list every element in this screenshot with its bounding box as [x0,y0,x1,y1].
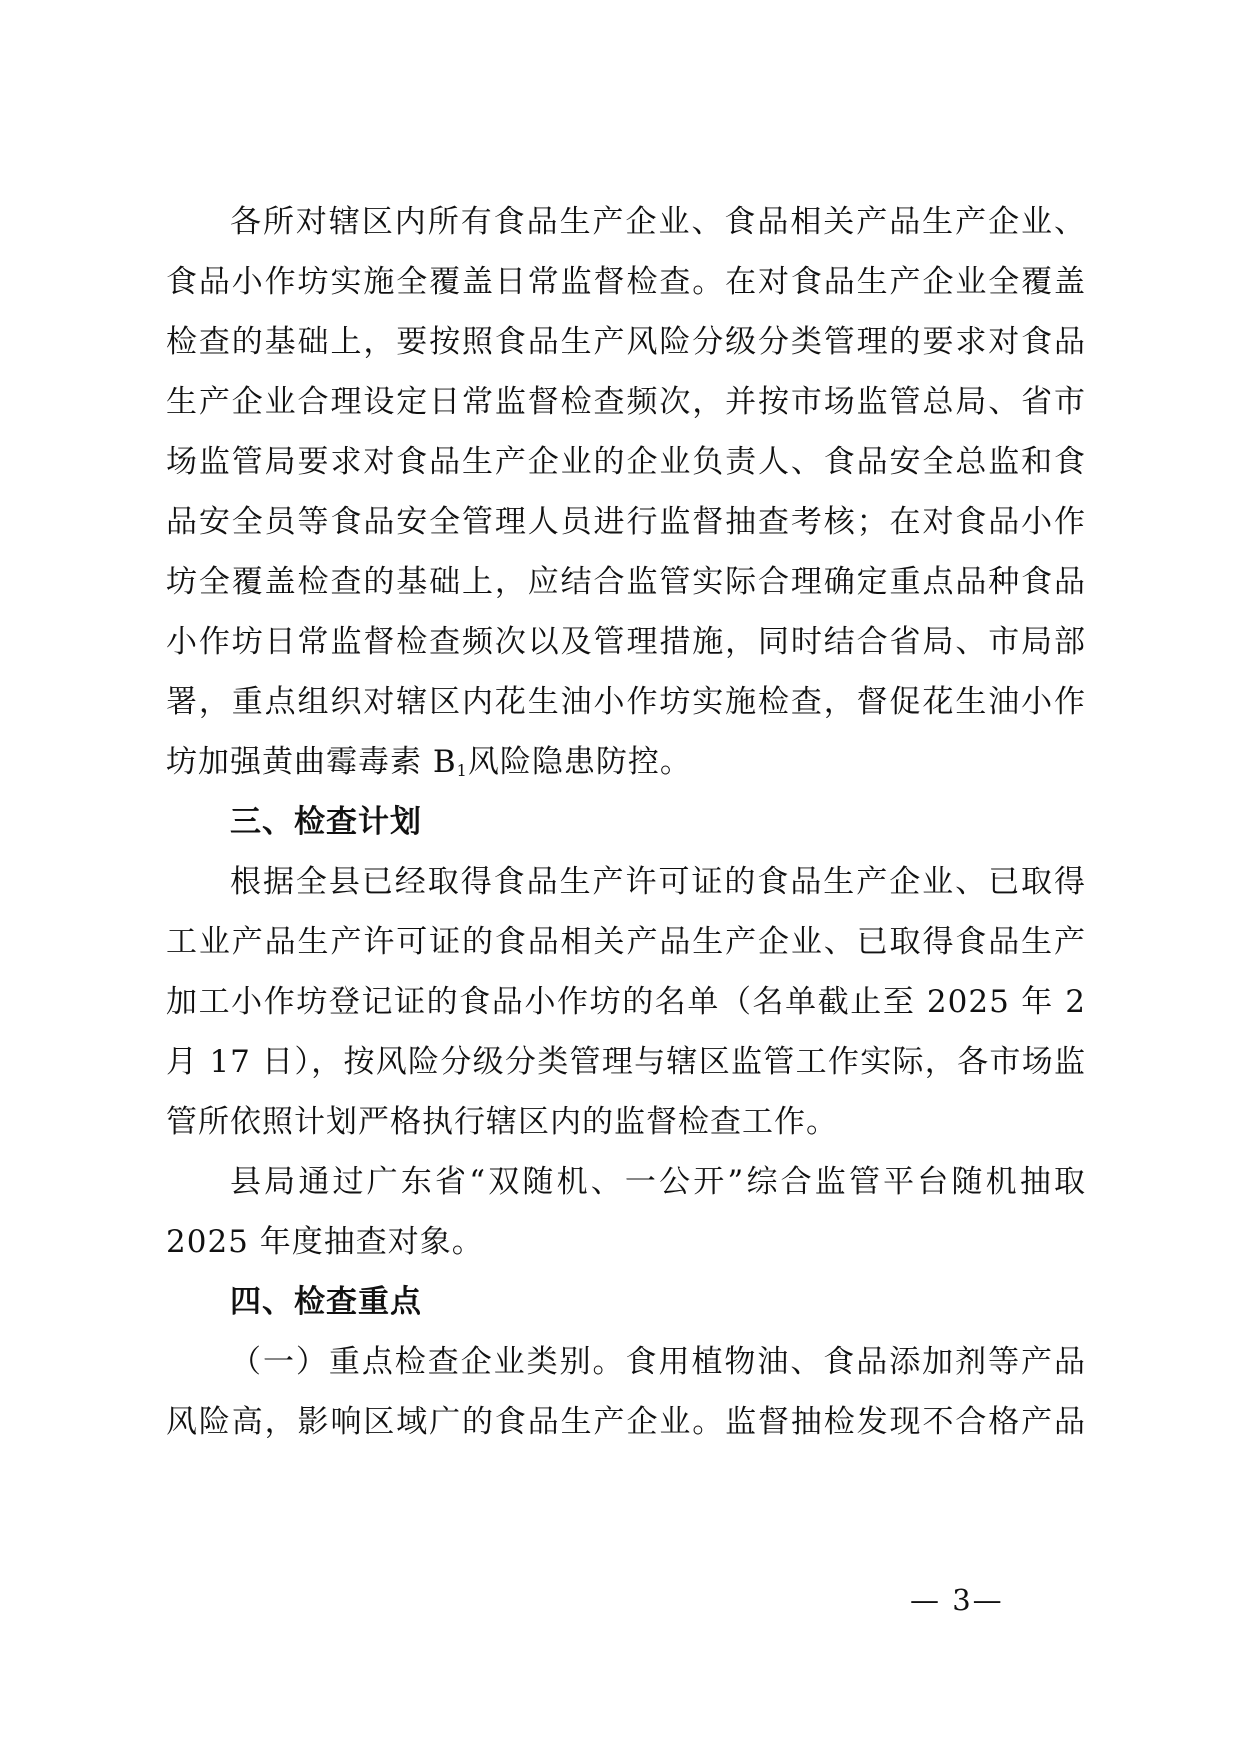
paragraph-4-line-2: 风险高，影响区域广的食品生产企业。监督抽检发现不合格产品 [166,1404,1086,1440]
section-heading-4: 四、检查重点 [230,1284,422,1320]
paragraph-1-line-10-start: 坊加强黄曲霉毒素 B [166,744,457,780]
paragraph-3-line-1: 县局通过广东省“双随机、一公开”综合监管平台随机抽取 [230,1164,1086,1200]
paragraph-1-line-9: 署，重点组织对辖区内花生油小作坊实施检查，督促花生油小作 [166,684,1086,720]
paragraph-1-line-5: 场监管局要求对食品生产企业的企业负责人、食品安全总监和食 [166,444,1086,480]
paragraph-1-line-10-end: 风险隐患防控。 [467,744,692,780]
paragraph-2-line-1: 根据全县已经取得食品生产许可证的食品生产企业、已取得 [230,864,1086,900]
paragraph-2-line-4: 月 17 日），按风险分级分类管理与辖区监管工作实际，各市场监 [166,1044,1086,1080]
paragraph-1-line-4: 生产企业合理设定日常监督检查频次，并按市场监管总局、省市 [166,384,1086,420]
paragraph-1-line-6: 品安全员等食品安全管理人员进行监督抽查考核；在对食品小作 [166,504,1086,540]
paragraph-2-line-2: 工业产品生产许可证的食品相关产品生产企业、已取得食品生产 [166,924,1086,960]
subscript-one: 1 [456,761,468,780]
paragraph-3-line-2: 2025 年度抽查对象。 [166,1224,484,1260]
paragraph-1-line-1: 各所对辖区内所有食品生产企业、食品相关产品生产企业、 [230,204,1086,240]
paragraph-1-line-7: 坊全覆盖检查的基础上，应结合监管实际合理确定重点品种食品 [166,564,1086,600]
paragraph-4-line-1: （一）重点检查企业类别。食用植物油、食品添加剂等产品 [230,1344,1086,1380]
paragraph-1-line-3: 检查的基础上，要按照食品生产风险分级分类管理的要求对食品 [166,324,1086,360]
page-number: — 3— [910,1583,1004,1617]
paragraph-2-line-5: 管所依照计划严格执行辖区内的监督检查工作。 [166,1104,838,1140]
paragraph-1-line-10 [166,742,1086,791]
paragraph-1-line-2: 食品小作坊实施全覆盖日常监督检查。在对食品生产企业全覆盖 [166,264,1086,300]
section-heading-3: 三、检查计划 [230,804,422,840]
paragraph-1-line-8: 小作坊日常监督检查频次以及管理措施，同时结合省局、市局部 [166,624,1086,660]
paragraph-2-line-3: 加工小作坊登记证的食品小作坊的名单（名单截止至 2025 年 2 [166,984,1086,1020]
